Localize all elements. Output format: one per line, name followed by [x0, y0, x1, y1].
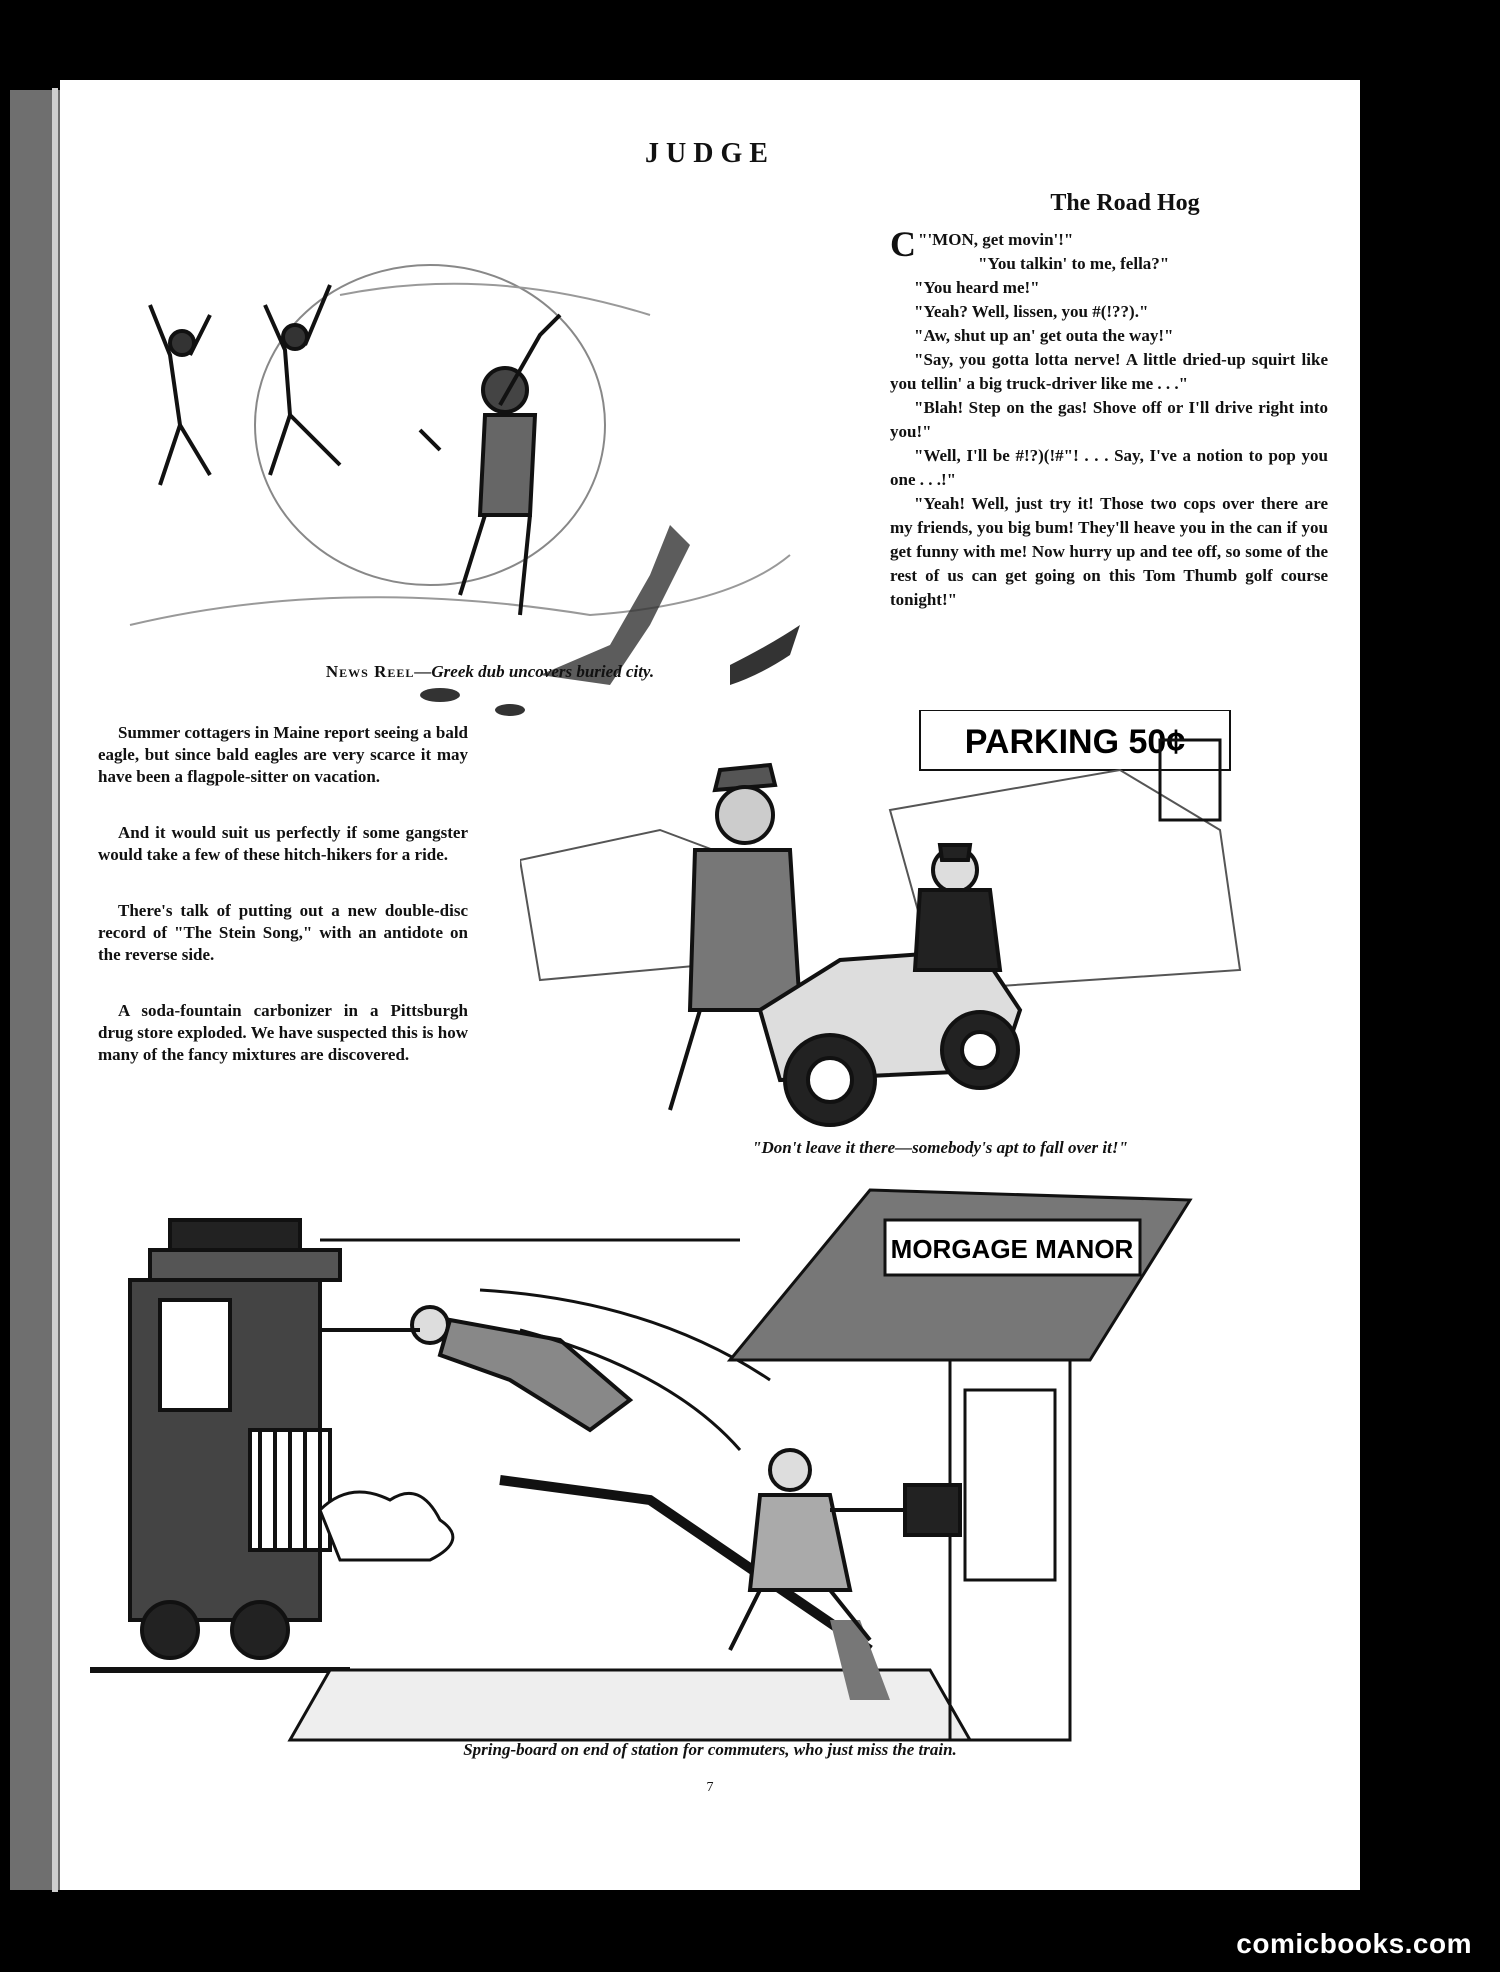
road-hog-dropcap: C	[890, 224, 916, 264]
watermark: comicbooks.com	[1236, 1928, 1472, 1959]
joke-1: Summer cottagers in Maine report seeing a bald eagle, but since bald eagles are very scarce it may have been a flagpole-sitter on vacation.	[98, 723, 468, 786]
golf-cartoon-drawing	[90, 225, 860, 735]
page-number: 7	[706, 1780, 714, 1795]
joke-2: And it would suit us perfectly if some gangster would take a few of these hitch-hikers for a ride.	[98, 823, 468, 864]
road-hog-line-2: "You talkin' to me, fella?"	[978, 254, 1170, 273]
road-hog-line-7: "Blah! Step on the gas! Shove off or I'll drive right into you!"	[890, 398, 1328, 441]
road-hog-line-8: "Well, I'll be #!?)(!#"! . . . Say, I've a notion to pop you one . . .!"	[890, 446, 1328, 489]
road-hog-line-9: "Yeah! Well, just try it! Those two cops over there are my friends, you big bum! They'll heave you in the can if you get funny with me! Now hurry up and tee off, so some of the rest of us can get going on this Tom Thumb golf course tonight!"	[890, 494, 1328, 609]
joke-4: A soda-fountain carbonizer in a Pittsburgh drug store exploded. We have suspected this is how many of the fancy mixtures are discovered.	[98, 1001, 468, 1064]
road-hog-text	[890, 224, 1328, 612]
road-hog-line-6: "Say, you gotta lotta nerve! A little dried-up squirt like you tellin' a big truck-driver like me . . ."	[890, 350, 1328, 393]
joke-3: There's talk of putting out a new double-disc record of "The Stein Song," with an antidote on the reverse side.	[98, 901, 468, 964]
road-hog-title: The Road Hog	[1050, 190, 1200, 216]
golf-caption-prefix: News Reel	[325, 662, 415, 681]
magazine-page	[60, 80, 1360, 1890]
parking-cartoon	[520, 710, 1340, 1200]
binding-edge	[52, 88, 58, 1892]
golf-cartoon	[90, 225, 860, 735]
parking-sign-text: PARKING 50¢	[964, 723, 1186, 761]
parking-cartoon-drawing	[520, 710, 1340, 1200]
road-hog-line-4: "Yeah? Well, lissen, you #(!??)."	[914, 302, 1149, 321]
road-hog-line-1: " C 'MON, get movin'!"	[890, 224, 1074, 264]
station-sign-text: MORGAGE MANOR	[890, 1234, 1134, 1264]
masthead: JUDGE	[645, 138, 775, 169]
golf-caption	[210, 662, 770, 682]
train-cartoon-drawing	[90, 1180, 1340, 1770]
train-cartoon	[90, 1180, 1340, 1770]
road-hog-line-5: "Aw, shut up an' get outa the way!"	[914, 326, 1174, 345]
parking-caption: "Don't leave it there—somebody's apt to fall over it!"	[752, 1138, 1128, 1157]
road-hog-line-3: "You heard me!"	[914, 278, 1040, 297]
train-caption: Spring-board on end of station for commuters, who just miss the train.	[463, 1740, 957, 1759]
jokes-column	[98, 722, 468, 1100]
golf-caption-text: —Greek dub uncovers buried city.	[414, 662, 655, 681]
